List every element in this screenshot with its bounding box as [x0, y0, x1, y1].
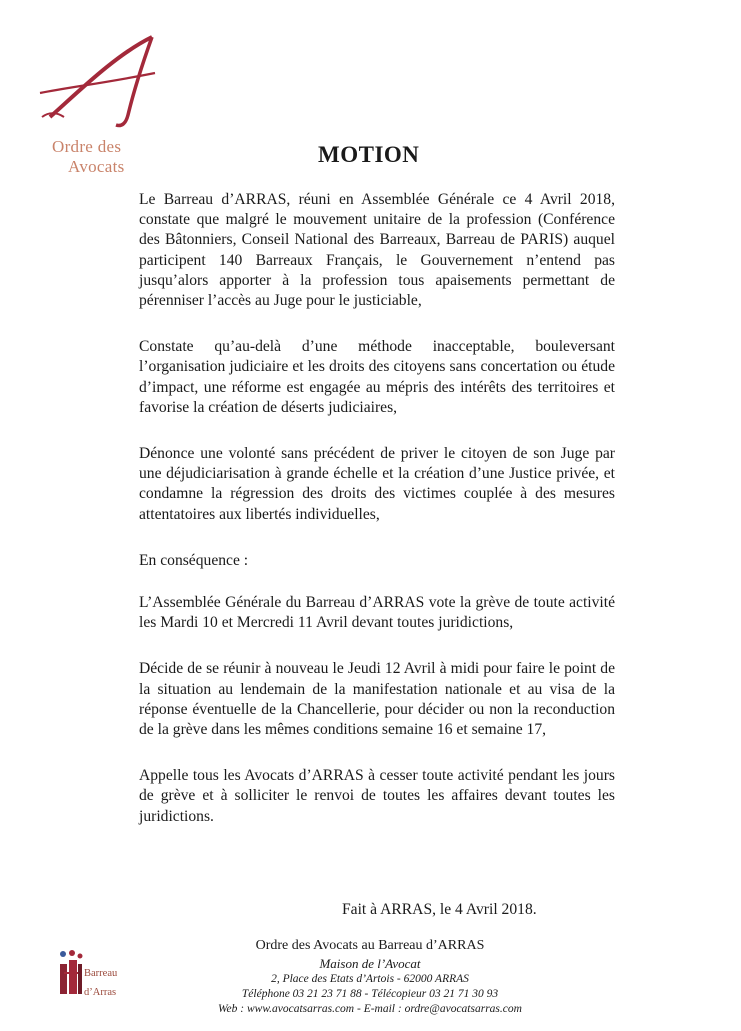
logo-line-2: Avocats [68, 157, 125, 176]
signoff: Fait à ARRAS, le 4 Avril 2018. [342, 901, 537, 918]
footer-org: Ordre des Avocats au Barreau d’ARRAS [255, 938, 485, 953]
footer-address: 2, Place des Etats d’Artois - 62000 ARRAS [271, 973, 469, 985]
logo-line-1: Ordre des [52, 137, 122, 156]
footer-web: Web : www.avocatsarras.com - E-mail : ordre@avocatsarras.com [218, 1003, 522, 1015]
letterhead-footer [200, 937, 540, 1017]
paragraph-denonce: Dénonce une volonté sans précédent de priver le citoyen de son Juge par une déjudiciarisation à grande échelle et la création d’une Justice privée, et condamne la régression des droits des victimes couplée à des mesures attentatoires aux libertés individuelles, [139, 445, 615, 523]
barreau-logo-line-1: Barreau [84, 968, 118, 979]
page-title: MOTION [318, 142, 420, 167]
motion-body [139, 190, 615, 853]
logo-caption [52, 137, 162, 177]
avocat-a-icon [30, 35, 160, 135]
barreau-arras-logo [58, 950, 138, 1020]
footer-house: Maison de l’Avocat [319, 956, 421, 971]
barreau-logo-text [84, 964, 117, 1002]
paragraph-constate: Le Barreau d’ARRAS, réuni en Assemblée Générale ce 4 Avril 2018, constate que malgré le mouvement unitaire de la profession (Conférence des Bâtonniers, Conseil National des Barreaux, Barreau de PARIS) auquel participent 140 Barreaux Français, le Gouvernement n’entend pas jusqu’alors apporter à la profession tous apaisements permettant de pérenniser l’accès au Juge pour le justiciable, [139, 191, 615, 310]
paragraph-constate-2: Constate qu’au-delà d’une méthode inacceptable, bouleversant l’organisation judiciaire et les droits des citoyens sans concertation ou étude d’impact, une réforme est engagée au mépris des intérêts des territoires et favorise la création de déserts judiciaires, [139, 338, 615, 416]
paragraph-appelle: Appelle tous les Avocats d’ARRAS à cesser toute activité pendant les jours de grève et à solliciter le renvoi de toutes les affaires devant toutes les juridictions. [139, 767, 615, 825]
paragraph-vote: L’Assemblée Générale du Barreau d’ARRAS vote la grève de toute activité les Mardi 10 et Mercredi 11 Avril devant toutes juridictions, [139, 594, 615, 632]
paragraph-consequence: En conséquence : [139, 551, 249, 569]
barreau-logo-line-2: d’Arras [84, 987, 117, 998]
footer-phone: Téléphone 03 21 23 71 88 - Télécopieur 03 21 71 30 93 [241, 988, 499, 1000]
ordre-des-avocats-logo [30, 35, 160, 175]
paragraph-decide: Décide de se réunir à nouveau le Jeudi 12 Avril à midi pour faire le point de la situation au lendemain de la manifestation nationale et au visa de la réponse éventuelle de la Chancellerie, pour décider ou non la reconduction de la grève dans les mêmes conditions semaine 16 et semaine 17, [139, 660, 615, 739]
